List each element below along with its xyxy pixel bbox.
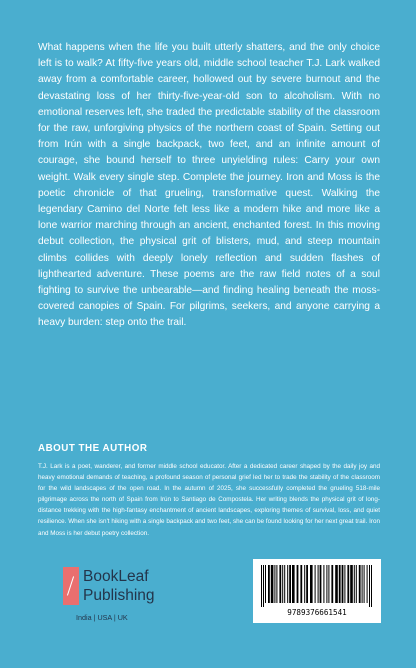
about-the-author-heading: ABOUT THE AUTHOR [38, 443, 148, 454]
barcode-bar [339, 565, 341, 603]
isbn-number: 9789376661541 [287, 608, 347, 617]
publisher-name-line2: Publishing [83, 587, 155, 604]
barcode-bar [282, 565, 283, 603]
barcode-bar [318, 565, 319, 603]
barcode-bar [279, 565, 281, 603]
barcode-bar [342, 565, 344, 603]
barcode-bar [344, 565, 345, 603]
barcode-bar [335, 565, 338, 603]
barcode-bar [354, 565, 355, 603]
barcode-bar [297, 565, 299, 603]
barcode-bar [287, 565, 288, 603]
back-cover-blurb: What happens when the life you built utterly shatters, and the only choice left is to walk? At fifty-five years old, middle school teacher T.J. Lark walked away from a comfortable career, hollowed out by severe burnout and the devastating loss of her thirty-five-year-old son to alcoholism. With no emotional reserves left, she traded the predictable stability of the classroom for the raw, unforgiving physics of the northern coast of Spain. Setting out from Irún with a single backpack, two feet, and an infinite amount of courage, she bound herself to three unyielding rules: Carry your own weight. Walk every single step. Complete the journey. Iron and Moss is the poetic chronicle of that grueling, transformative quest. Walking the legendary Camino del Norte felt less like a modern hike and more like a lone warrior marching through an ancient, enchanted forest. In this moving debut collection, the physical grit of blisters, mud, and steep mountain climbs collides with deeply lonely reflection and sudden flashes of lighthearted adventure. These poems are the raw field notes of a soul fighting to survive the unbearable—and finding healing beneath the moss-covered canopies of Spain. For pilgrims, seekers, and anyone carrying a heavy burden: step onto the trail. [38, 42, 380, 329]
barcode-bar [304, 565, 305, 603]
barcode-bar [347, 565, 349, 603]
barcode-bar [271, 565, 274, 603]
barcode-bar [328, 565, 329, 603]
barcode-bar [289, 565, 291, 603]
barcode-bar [364, 565, 365, 603]
barcode-bar [276, 565, 277, 603]
publisher-regions: India | USA | UK [76, 613, 128, 622]
barcode-bar [263, 565, 264, 607]
barcode-bars [259, 565, 375, 607]
barcode-bar [331, 565, 333, 603]
publisher-logo [63, 567, 181, 611]
barcode-bar [356, 565, 357, 603]
barcode-bar [274, 565, 275, 603]
barcode-bar [268, 565, 270, 603]
barcode-bar [323, 565, 324, 603]
barcode-bar [300, 565, 302, 603]
barcode-bar [306, 565, 308, 603]
barcode-bar [326, 565, 327, 603]
barcode-bar [265, 565, 266, 603]
barcode-bar [310, 565, 313, 603]
barcode-bar [284, 565, 285, 603]
barcode-bar [292, 565, 295, 603]
barcode-bar [367, 565, 368, 603]
barcode-bar [320, 565, 322, 603]
barcode-bar [362, 565, 363, 603]
barcode-bar [369, 565, 370, 607]
author-bio: T.J. Lark is a poet, wanderer, and former middle school educator. After a dedicated career shaped by the daily joy and heavy emotional demands of teaching, a profound season of personal grief led her to trade the stability of the classroom for the wild landscapes of the open road. In the autumn of 2025, she successfully completed the grueling 518-mile pilgrimage across the north of Spain from Irún to Santiago de Compostela. Her writing blends the physical grit of long-distance trekking with the high-fantasy enchantment of ancient landscapes, exploring themes of survival, loss, and quiet resilience. When she isn't hiking with a single backpack and two feet, she can be found looking for her next great trail. Iron and Moss is her debut poetry collection. [38, 463, 380, 537]
isbn-barcode [253, 559, 381, 623]
barcode-bar [315, 565, 316, 603]
barcode-bar [359, 565, 361, 603]
barcode-bar [350, 565, 353, 603]
barcode-bar [371, 565, 372, 607]
bookleaf-logo-icon [63, 567, 79, 605]
barcode-bar [261, 565, 262, 607]
publisher-name-line1: BookLeaf [83, 568, 149, 585]
